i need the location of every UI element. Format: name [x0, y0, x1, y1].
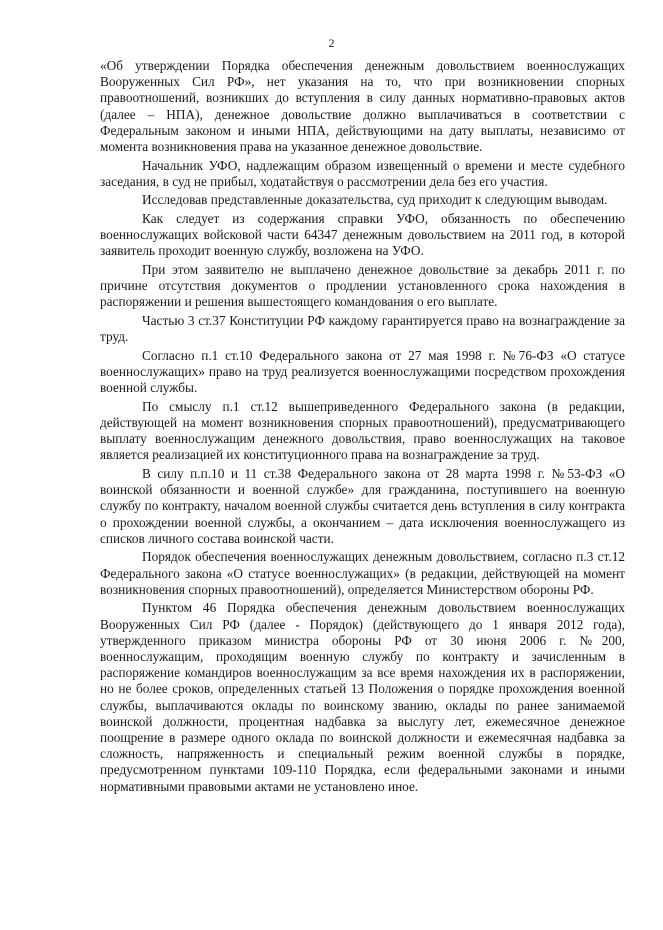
paragraph-6: Частью 3 ст.37 Конституции РФ каждому гарантируется право на вознаграждение за труд. [100, 313, 625, 345]
paragraph-2: Начальник УФО, надлежащим образом извещенный о времени и месте судебного заседания, в суд не прибыл, ходатайствуя о рассмотрении дела без его участия. [100, 157, 625, 189]
paragraph-4: Как следует из содержания справки УФО, обязанность по обеспечению военнослужащих войсковой части 64347 денежным довольствием на 2011 год, в которой заявитель проходит военную службу, возложена на УФО. [100, 211, 625, 259]
paragraph-7: Согласно п.1 ст.10 Федерального закона от 27 мая 1998 г. №76-ФЗ «О статусе военнослужащих» право на труд реализуется военнослужащими посредством прохождения военной службы. [100, 347, 625, 396]
paragraph-1: «Об утверждении Порядка обеспечения денежным довольствием военнослужащих Вооруженных Сил РФ», нет указания на то, что при возникновении спорных правоотношений, возникших до вступления в силу данных нормативно-правовых актов (далее – НПА), денежное довольствие должно выплачиваться в соответствии с Федеральным законом и иными НПА, действующими на дату выплаты, независимо от момента возникновения права на указанное денежное довольствие. [100, 58, 625, 155]
paragraph-3: Исследовав представленные доказательства, суд приходит к следующим выводам. [142, 192, 608, 208]
paragraph-9: В силу п.п.10 и 11 ст.38 Федерального закона от 28 марта 1998 г. №53-ФЗ «О воинской обязанности и военной службе» для гражданина, поступившего на военную службу по контракту, началом военной службы считается день вступления в силу контракта о прохождении военной службы, а окончанием – дата исключения военнослужащего из списков личного состава воинской части. [100, 466, 625, 546]
paragraph-8: По смыслу п.1 ст.12 вышеприведенного Федерального закона (в редакции, действующей на момент возникновения спорных правоотношений), предусматривающего выплату военнослужащим денежного довольствия, право военнослужащих на таковое является реализацией их конституционного права на вознаграждение за труд. [100, 398, 625, 463]
paragraph-11: Пунктом 46 Порядка обеспечения денежным довольствием военнослужащих Вооруженных Сил РФ (далее - Порядок) (действующего до 1 января 2012 года), утвержденного приказом министра обороны РФ от 30 июня 2006 г. №200, военнослужащим, проходящим военную службу по контракту и зачисленным в распоряжение командиров военнослужащим за все время нахождения их в распоряжении, но не более сроков, определенных статьей 13 Положения о порядке прохождения военной службы, выплачиваются оклады по воинскому званию, оклады по ранее занимаемой воинской должности, процентная надбавка за выслугу лет, ежемесячное денежное поощрение в размере одного оклада по воинской должности и ежемесячная надбавка за сложность, напряженность и специальный режим военной службы в порядке, предусмотренном пунктами 109-110 Порядка, если федеральными законами и иными нормативными правовыми актами не установлено иное. [100, 600, 625, 794]
paragraph-10: Порядок обеспечения военнослужащих денежным довольствием, согласно п.3 ст.12 Федерального закона «О статусе военнослужащих» (в редакции, действующей на момент возникновения спорных правоотношений), определяется Министерством обороны РФ. [100, 549, 625, 597]
page-number: 2 [328, 36, 335, 50]
document-body [100, 58, 625, 797]
paragraph-5: При этом заявителю не выплачено денежное довольствие за декабрь 2011 г. по причине отсутствия документов о продлении установленного срока нахождения в распоряжении и решения вышестоящего командования о его выплате. [100, 262, 625, 310]
